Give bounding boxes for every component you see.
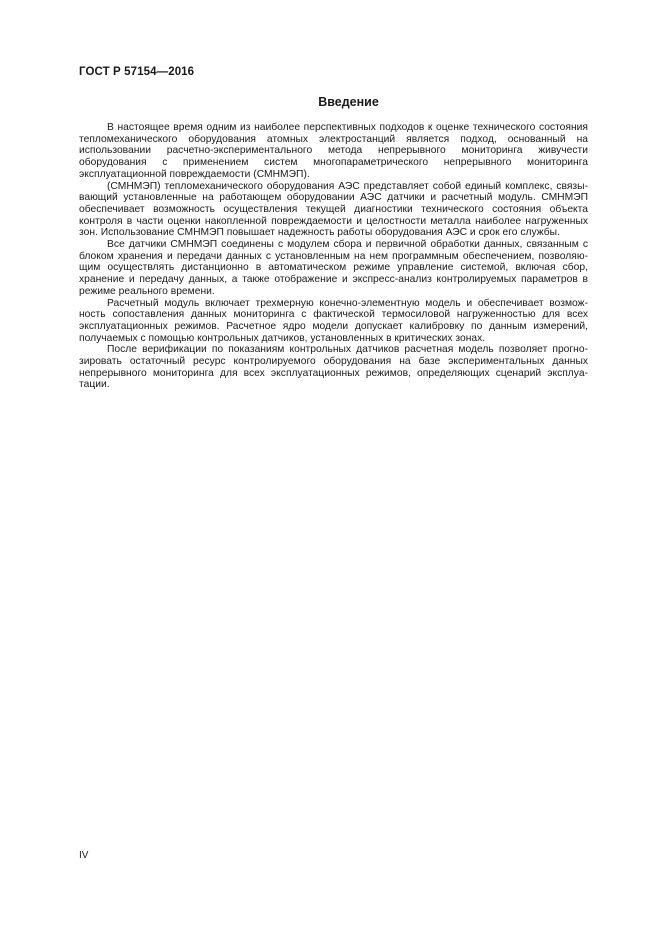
paragraph: После верификации по показаниям контрольных датчиков расчетная модель позволяет прогнозировать остаточный ресурс контролируемого оборудования на базе экспериментальных данных непрерывного мониторинга для всех эксплуатационных режимов, определяющих сценарий эксплуатации. xyxy=(79,344,588,391)
paragraph: (СМНМЭП) тепломеханического оборудования АЭС представляет собой единый комплекс, связывающий установленные на работающем оборудовании АЭС датчики и расчетный модуль. СМНМЭП обеспечивает возможность осуществления текущей диагностики технического состояния объекта контроля в части оценки накопленной повреждаемости и целостности металла наиболее нагруженных зон. Использование СМНМЭП повышает надежность работы оборудования АЭС и срок его службы. xyxy=(79,180,588,239)
document-header: ГОСТ Р 57154—2016 xyxy=(79,66,195,78)
section-title: Введение xyxy=(318,95,379,109)
paragraph: В настоящее время одним из наиболее перспективных подходов к оценке технического состояния тепломеханического оборудования атомных электростанций является подход, основанный на использовании расчетно-экспериментального метода непрерывного мониторинга живучести оборудования с применением систем многопараметрического непрерывного мониторинга эксплуатационной повреждаемости (СМНМЭП). xyxy=(79,122,588,180)
body-text xyxy=(79,122,588,391)
paragraph: Расчетный модуль включает трехмерную конечно-элементную модель и обеспечивает возможность сопоставления данных мониторинга с фактической термосиловой нагруженностью для всех эксплуатационных режимов. Расчетное ядро модели допускает калибровку по данным измерений, получаемых с помощью контрольных датчиков, установленных в критических зонах. xyxy=(79,297,588,344)
page-number: IV xyxy=(79,850,89,861)
paragraph: Все датчики СМНМЭП соединены с модулем сбора и первичной обработки данных, связанным с блоком хранения и передачи данных с установленным на нем программным обеспечением, позволяющим осуществлять дистанционно в автоматическом режиме управление системой, включая сбор, хранение и передачу данных, а также отображение и экспресс-анализ контролируемых параметров в режиме реального времени. xyxy=(79,239,588,297)
